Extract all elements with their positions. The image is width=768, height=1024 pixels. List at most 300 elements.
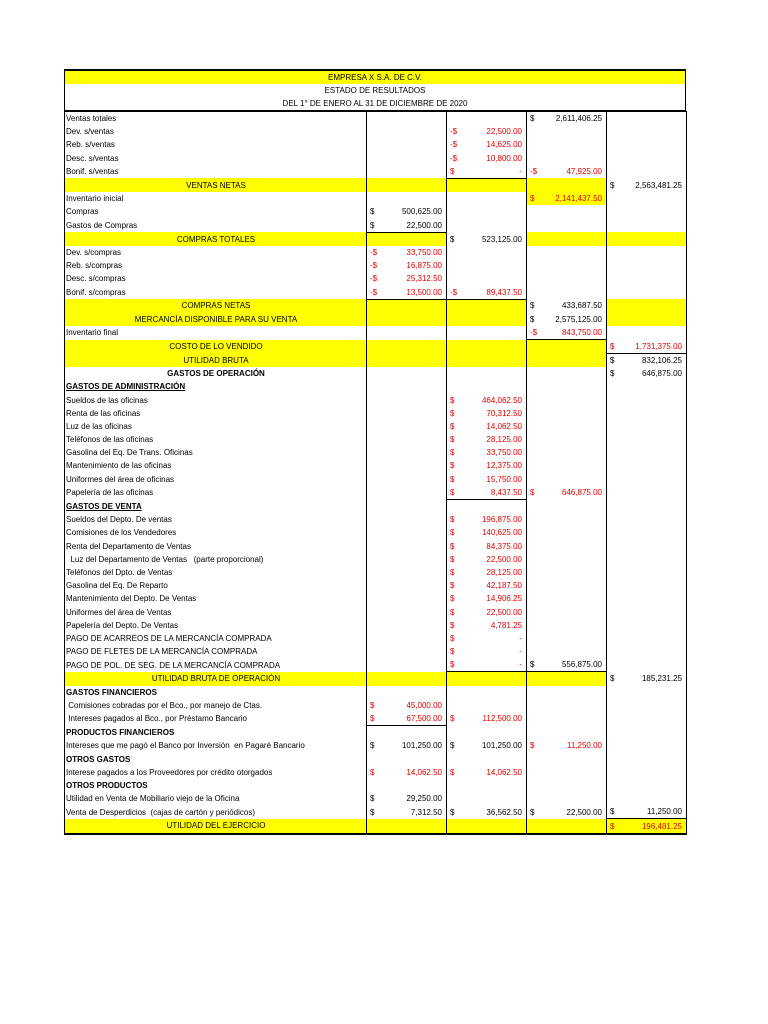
amount-cell-col1 [367, 272, 447, 285]
row-label: Intereses que me pagó el Banco por Inversión en Pagaré Bancario [65, 739, 367, 752]
row-label: Venta de Desperdicios (cajas de cartón y periódicos) [65, 805, 367, 819]
statement-period: DEL 1° DE ENERO AL 31 DE DICIEMBRE DE 2020 [64, 97, 686, 111]
amount-cell-col4 [607, 353, 687, 367]
amount-value: 33,750.00 [486, 448, 522, 458]
row-label: UTILIDAD BRUTA [65, 353, 367, 367]
statement-row [65, 112, 687, 126]
amount-cell-col4 [607, 205, 687, 218]
amount-cell-col1 [367, 393, 447, 406]
amount-cell-col3 [527, 313, 607, 326]
amount-cell-col3 [527, 766, 607, 779]
currency-sign: $ [530, 114, 535, 124]
row-label: Desc. s/ventas [65, 152, 367, 165]
amount-cell-col3 [527, 138, 607, 151]
row-label: Mantenimiento del Depto. De Ventas [65, 592, 367, 605]
statement-row [65, 753, 687, 766]
currency-sign: $ [450, 474, 455, 484]
amount-cell-col4 [607, 459, 687, 472]
amount-cell-col4 [607, 340, 687, 354]
row-label: OTROS GASTOS [65, 753, 367, 766]
amount-cell-col2 [447, 726, 527, 740]
amount-cell-col4 [607, 313, 687, 326]
amount-cell-col2 [447, 192, 527, 205]
amount-value: 4,781.25 [490, 620, 522, 630]
amount-cell-col3 [527, 353, 607, 367]
statement-title: ESTADO DE RESULTADOS [64, 84, 686, 97]
amount-value: 42,187.50 [486, 581, 522, 591]
amount-cell-col3 [527, 473, 607, 486]
row-label: GASTOS FINANCIEROS [65, 686, 367, 699]
row-label: VENTAS NETAS [65, 178, 367, 192]
statement-row [65, 407, 687, 420]
amount-cell-col2 [447, 672, 527, 686]
currency-sign: $ [450, 647, 455, 657]
amount-cell-col4 [607, 393, 687, 406]
amount-cell-col2 [447, 340, 527, 354]
amount-cell-col2 [447, 125, 527, 138]
row-label: Ventas totales [65, 112, 367, 126]
statement-row [65, 779, 687, 792]
statement-row [65, 459, 687, 472]
row-label: Papelería del Depto. De Ventas [65, 619, 367, 632]
currency-sign: $ [530, 314, 535, 324]
amount-cell-col4 [607, 779, 687, 792]
amount-cell-col1 [367, 407, 447, 420]
amount-cell-col2 [447, 579, 527, 592]
amount-cell-col4 [607, 407, 687, 420]
statement-row [65, 699, 687, 712]
row-label: PRODUCTOS FINANCIEROS [65, 726, 367, 740]
amount-cell-col2 [447, 792, 527, 805]
amount-value: 29,250.00 [406, 794, 442, 804]
amount-cell-col4 [607, 138, 687, 151]
amount-cell-col1 [367, 526, 447, 539]
row-label: PAGO DE POL. DE SEG. DE LA MERCANCÍA COMPRADA [65, 658, 367, 672]
row-label: Uniformes del área de oficinas [65, 473, 367, 486]
row-label: Compras [65, 205, 367, 218]
currency-sign: $ [370, 220, 375, 230]
amount-cell-col2 [447, 152, 527, 165]
amount-cell-col1 [367, 792, 447, 805]
amount-cell-col2 [447, 753, 527, 766]
amount-cell-col2 [447, 553, 527, 566]
amount-value: 196,875.00 [481, 515, 522, 525]
amount-cell-col2 [447, 739, 527, 752]
amount-value: - [519, 166, 522, 176]
statement-row [65, 819, 687, 834]
amount-cell-col4 [607, 420, 687, 433]
currency-sign: $ [370, 700, 375, 710]
amount-cell-col3 [527, 205, 607, 218]
row-label: Luz de las oficinas [65, 420, 367, 433]
amount-value: 22,500.00 [566, 807, 602, 817]
amount-cell-col4 [607, 605, 687, 618]
amount-cell-col2 [447, 592, 527, 605]
amount-cell-col3 [527, 632, 607, 645]
amount-cell-col3 [527, 178, 607, 192]
amount-cell-col1 [367, 326, 447, 340]
statement-row [65, 805, 687, 819]
statement-row [65, 540, 687, 553]
amount-value: 101,250.00 [401, 741, 442, 751]
currency-sign: $ [450, 581, 455, 591]
amount-cell-col4 [607, 658, 687, 672]
amount-cell-col4 [607, 739, 687, 752]
amount-cell-col1 [367, 192, 447, 205]
amount-value: - [519, 660, 522, 670]
amount-cell-col1 [367, 246, 447, 259]
amount-cell-col1 [367, 779, 447, 792]
amount-cell-col3 [527, 326, 607, 340]
amount-cell-col3 [527, 165, 607, 179]
currency-sign: $ [450, 714, 455, 724]
currency-sign: $ [450, 633, 455, 643]
amount-value: 22,500.00 [486, 554, 522, 564]
amount-cell-col1 [367, 699, 447, 712]
amount-cell-col1 [367, 340, 447, 354]
amount-cell-col2 [447, 486, 527, 500]
statement-row [65, 178, 687, 192]
amount-cell-col3 [527, 619, 607, 632]
currency-sign: -$ [450, 153, 458, 163]
amount-cell-col4 [607, 446, 687, 459]
amount-value: 14,906.25 [486, 594, 522, 604]
amount-cell-col2 [447, 645, 527, 658]
statement-row [65, 619, 687, 632]
amount-cell-col1 [367, 165, 447, 179]
currency-sign: $ [450, 421, 455, 431]
amount-cell-col3 [527, 753, 607, 766]
amount-cell-col1 [367, 619, 447, 632]
amount-value: 28,125.00 [486, 435, 522, 445]
currency-sign: $ [450, 448, 455, 458]
row-label: Dev. s/ventas [65, 125, 367, 138]
amount-cell-col1 [367, 446, 447, 459]
amount-value: 464,062.50 [481, 395, 522, 405]
amount-cell-col4 [607, 672, 687, 686]
amount-cell-col3 [527, 805, 607, 819]
amount-cell-col3 [527, 513, 607, 526]
statement-table [64, 111, 687, 835]
currency-sign: -$ [370, 247, 378, 257]
statement-row [65, 219, 687, 233]
currency-sign: -$ [370, 274, 378, 284]
amount-cell-col1 [367, 125, 447, 138]
amount-value: 2,575,125.00 [555, 314, 602, 324]
amount-cell-col1 [367, 205, 447, 218]
amount-value: 67,500.00 [406, 714, 442, 724]
amount-cell-col2 [447, 313, 527, 326]
amount-value: 14,062.50 [486, 421, 522, 431]
currency-sign: $ [450, 554, 455, 564]
currency-sign: $ [610, 180, 615, 190]
amount-cell-col2 [447, 605, 527, 618]
amount-cell-col4 [607, 192, 687, 205]
amount-cell-col4 [607, 259, 687, 272]
currency-sign: -$ [450, 287, 458, 297]
amount-cell-col2 [447, 805, 527, 819]
amount-cell-col3 [527, 726, 607, 740]
currency-sign: $ [450, 487, 455, 497]
statement-row [65, 726, 687, 740]
statement-row [65, 658, 687, 672]
amount-cell-col2 [447, 219, 527, 233]
currency-sign: -$ [530, 167, 538, 177]
row-label: Gastos de Compras [65, 219, 367, 233]
amount-value: 36,562.50 [486, 807, 522, 817]
amount-cell-col1 [367, 553, 447, 566]
amount-value: 2,141,437.50 [555, 194, 602, 204]
amount-value: 196,481.25 [641, 821, 682, 831]
amount-cell-col3 [527, 645, 607, 658]
currency-sign: $ [450, 435, 455, 445]
amount-cell-col1 [367, 433, 447, 446]
statement-row [65, 326, 687, 340]
statement-row [65, 299, 687, 313]
amount-cell-col4 [607, 473, 687, 486]
currency-sign: $ [610, 807, 615, 817]
row-label: PAGO DE ACARREOS DE LA MERCANCÍA COMPRADA [65, 632, 367, 645]
row-label: Gasolina del Eq. De Trans. Oficinas [65, 446, 367, 459]
row-label: Sueldos de las oficinas [65, 393, 367, 406]
statement-row [65, 393, 687, 406]
currency-sign: -$ [450, 140, 458, 150]
currency-sign: -$ [370, 287, 378, 297]
currency-sign: $ [530, 807, 535, 817]
currency-sign: $ [450, 594, 455, 604]
amount-cell-col4 [607, 152, 687, 165]
amount-cell-col3 [527, 192, 607, 205]
amount-cell-col3 [527, 272, 607, 285]
amount-cell-col4 [607, 367, 687, 380]
statement-row [65, 272, 687, 285]
amount-cell-col1 [367, 219, 447, 233]
amount-cell-col1 [367, 285, 447, 299]
statement-row [65, 645, 687, 658]
row-label: Sueldos del Depto. De ventas [65, 513, 367, 526]
amount-cell-col4 [607, 712, 687, 726]
currency-sign: -$ [370, 261, 378, 271]
amount-cell-col2 [447, 686, 527, 699]
row-label: Desc. s/compras [65, 272, 367, 285]
amount-cell-col4 [607, 513, 687, 526]
amount-value: 22,500.00 [406, 220, 442, 230]
amount-cell-col1 [367, 473, 447, 486]
amount-value: 10,800.00 [486, 153, 522, 163]
amount-cell-col1 [367, 313, 447, 326]
statement-row [65, 152, 687, 165]
amount-value: 45,000.00 [406, 700, 442, 710]
amount-value: 11,250.00 [647, 807, 682, 817]
amount-value: 646,875.00 [641, 369, 682, 379]
statement-row [65, 353, 687, 367]
amount-value: 25,312.50 [406, 274, 442, 284]
currency-sign: $ [450, 541, 455, 551]
statement-row [65, 513, 687, 526]
statement-row [65, 686, 687, 699]
amount-value: 84,375.00 [486, 541, 522, 551]
statement-row [65, 579, 687, 592]
amount-cell-col3 [527, 446, 607, 459]
amount-cell-col1 [367, 540, 447, 553]
amount-cell-col4 [607, 792, 687, 805]
statement-row [65, 566, 687, 579]
amount-cell-col2 [447, 619, 527, 632]
amount-value: 14,625.00 [486, 140, 522, 150]
amount-cell-col4 [607, 726, 687, 740]
row-label: Comisiones cobradas por el Bco., por manejo de Ctas. [65, 699, 367, 712]
statement-row [65, 420, 687, 433]
amount-cell-col3 [527, 367, 607, 380]
currency-sign: -$ [450, 127, 458, 137]
currency-sign: $ [450, 620, 455, 630]
amount-cell-col3 [527, 739, 607, 752]
amount-cell-col3 [527, 246, 607, 259]
statement-row [65, 367, 687, 380]
amount-cell-col4 [607, 433, 687, 446]
amount-cell-col4 [607, 619, 687, 632]
statement-row [65, 285, 687, 299]
currency-sign: $ [530, 660, 535, 670]
amount-cell-col2 [447, 540, 527, 553]
amount-cell-col3 [527, 712, 607, 726]
row-label: Intereses pagados al Bco., por Préstamo Bancario [65, 712, 367, 726]
row-label: PAGO DE FLETES DE LA MERCANCÍA COMPRADA [65, 645, 367, 658]
row-label: Inventario final [65, 326, 367, 340]
currency-sign: $ [370, 807, 375, 817]
amount-cell-col4 [607, 699, 687, 712]
amount-value: 2,563,481.25 [635, 180, 682, 190]
amount-cell-col3 [527, 420, 607, 433]
statement-row [65, 486, 687, 500]
amount-cell-col1 [367, 353, 447, 367]
amount-value: 843,750.00 [561, 328, 602, 338]
amount-cell-col3 [527, 605, 607, 618]
amount-value: 2,611,406.25 [555, 114, 602, 124]
row-label: Renta de las oficinas [65, 407, 367, 420]
amount-cell-col4 [607, 326, 687, 340]
statement-row [65, 313, 687, 326]
amount-cell-col3 [527, 553, 607, 566]
statement-row [65, 592, 687, 605]
amount-value: 22,500.00 [486, 127, 522, 137]
amount-cell-col1 [367, 367, 447, 380]
row-label: COMPRAS TOTALES [65, 232, 367, 246]
amount-value: 14,062.50 [486, 767, 522, 777]
amount-value: 16,875.00 [406, 261, 442, 271]
statement-row [65, 205, 687, 218]
amount-cell-col1 [367, 605, 447, 618]
row-label: GASTOS DE OPERACIÓN [65, 367, 367, 380]
amount-cell-col4 [607, 125, 687, 138]
amount-cell-col3 [527, 699, 607, 712]
currency-sign: $ [450, 567, 455, 577]
currency-sign: $ [450, 408, 455, 418]
currency-sign: $ [610, 341, 615, 351]
statement-row [65, 792, 687, 805]
row-label: Renta del Departamento de Ventas [65, 540, 367, 553]
amount-cell-col4 [607, 112, 687, 126]
amount-cell-col3 [527, 299, 607, 313]
amount-value: - [519, 633, 522, 643]
amount-value: 1,731,375.00 [635, 341, 682, 351]
row-label: Dev. s/compras [65, 246, 367, 259]
row-label: GASTOS DE VENTA [65, 499, 367, 513]
amount-cell-col2 [447, 566, 527, 579]
amount-cell-col2 [447, 513, 527, 526]
amount-cell-col1 [367, 726, 447, 740]
amount-cell-col4 [607, 540, 687, 553]
statement-row [65, 712, 687, 726]
amount-cell-col3 [527, 219, 607, 233]
row-label: COSTO DE LO VENDIDO [65, 340, 367, 354]
amount-cell-col1 [367, 766, 447, 779]
amount-cell-col4 [607, 486, 687, 500]
amount-cell-col2 [447, 433, 527, 446]
currency-sign: $ [450, 528, 455, 538]
amount-cell-col2 [447, 712, 527, 726]
amount-cell-col2 [447, 246, 527, 259]
amount-cell-col2 [447, 367, 527, 380]
amount-cell-col3 [527, 285, 607, 299]
amount-cell-col2 [447, 658, 527, 672]
row-label: Papelería de las oficinas [65, 486, 367, 500]
amount-cell-col3 [527, 499, 607, 513]
amount-cell-col1 [367, 178, 447, 192]
currency-sign: $ [610, 821, 615, 831]
currency-sign: $ [450, 767, 455, 777]
amount-cell-col1 [367, 579, 447, 592]
row-label: Bonif. s/compras [65, 285, 367, 299]
row-label: Inventario inicial [65, 192, 367, 205]
amount-cell-col4 [607, 686, 687, 699]
currency-sign: $ [450, 461, 455, 471]
statement-row [65, 672, 687, 686]
amount-cell-col3 [527, 579, 607, 592]
amount-cell-col2 [447, 178, 527, 192]
row-label: Teléfonos de las oficinas [65, 433, 367, 446]
currency-sign: $ [530, 194, 535, 204]
row-label: COMPRAS NETAS [65, 299, 367, 313]
amount-cell-col3 [527, 658, 607, 672]
amount-cell-col4 [607, 579, 687, 592]
amount-cell-col1 [367, 819, 447, 834]
statement-row [65, 473, 687, 486]
row-label: MERCANCÍA DISPONIBLE PARA SU VENTA [65, 313, 367, 326]
statement-row [65, 259, 687, 272]
amount-cell-col2 [447, 232, 527, 246]
row-label: UTILIDAD BRUTA DE OPERACIÓN [65, 672, 367, 686]
currency-sign: $ [450, 660, 455, 670]
row-label: Reb. s/ventas [65, 138, 367, 151]
row-label: Reb. s/compras [65, 259, 367, 272]
amount-cell-col4 [607, 232, 687, 246]
amount-cell-col4 [607, 219, 687, 233]
income-statement-sheet [64, 69, 686, 835]
amount-cell-col3 [527, 125, 607, 138]
currency-sign: $ [530, 488, 535, 498]
amount-cell-col1 [367, 299, 447, 313]
statement-row [65, 138, 687, 151]
currency-sign: $ [530, 301, 535, 311]
amount-value: 112,500.00 [482, 714, 522, 724]
amount-cell-col4 [607, 246, 687, 259]
amount-cell-col2 [447, 473, 527, 486]
amount-value: 89,437.50 [486, 287, 522, 297]
amount-cell-col3 [527, 686, 607, 699]
currency-sign: $ [450, 741, 455, 751]
amount-cell-col2 [447, 259, 527, 272]
